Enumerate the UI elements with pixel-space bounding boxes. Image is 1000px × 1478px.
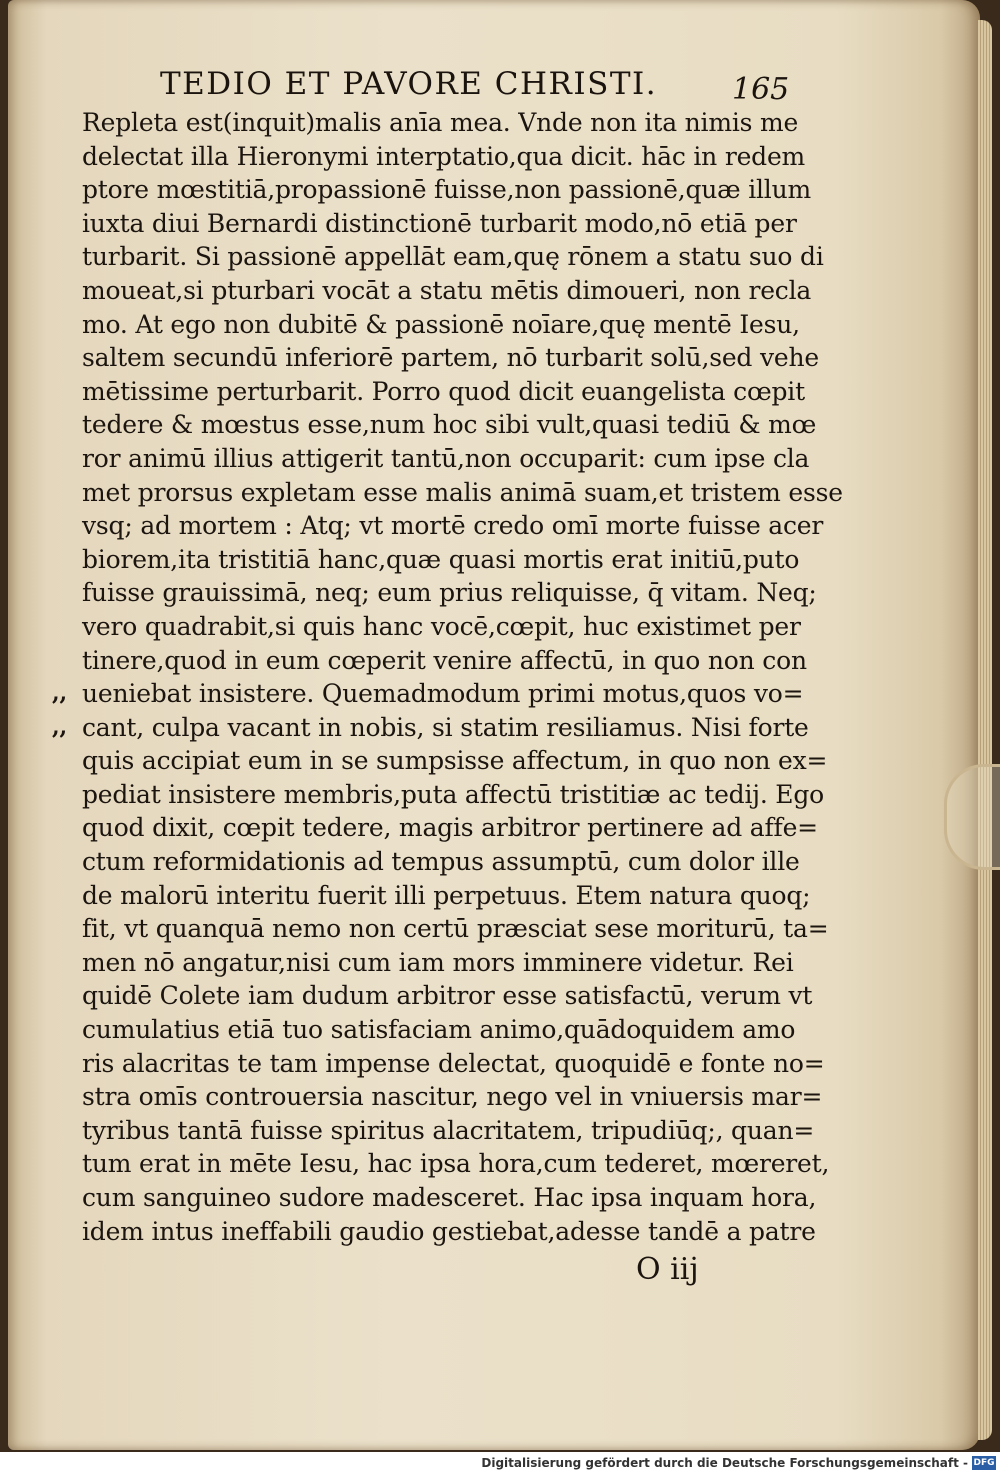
text-line: cumulatius etiā tuo satisfaciam animo,quādoquidem amo: [82, 1015, 796, 1045]
text-line: ptore mœstitiā,propassionē fuisse,non passionē,quæ illum: [82, 175, 811, 205]
text-line: biorem,ita tristitiā hanc,quæ quasi mortis erat initiū,puto: [82, 544, 800, 574]
text-line: vero quadrabit,si quis hanc vocē,cœpit, huc existimet per: [82, 611, 801, 641]
text-line: stra omīs controuersia nascitur, nego vel in vniuersis mar=: [82, 1082, 823, 1112]
footer-bar: [0, 1452, 1000, 1478]
text-line: tum erat in mēte Iesu, hac ipsa hora,cum tederet, mœreret,: [82, 1149, 830, 1179]
page-clip: [944, 764, 1000, 870]
text-line: fit, vt quanquā nemo non certū præsciat sese moriturū, ta=: [82, 914, 829, 944]
page-number: 165: [732, 72, 790, 107]
text-line: delectat illa Hieronymi interptatio,qua dicit. hāc in redem: [82, 141, 806, 171]
text-line-content: ueniebat insistere. Quemadmodum primi motus,quos vo=: [82, 679, 804, 709]
text-line: quod dixit, cœpit tedere, magis arbitror pertinere ad affe=: [82, 813, 818, 843]
text-line: Repleta est(inquit)malis anīa mea. Vnde non ita nimis me: [82, 108, 799, 137]
text-line: iuxta diui Bernardi distinctionē turbarit modo,nō etiā per: [82, 208, 797, 238]
text-line: pediat insistere membris,puta affectū tristitiæ ac tedij. Ego: [82, 779, 825, 809]
text-line: cum sanguineo sudore madesceret. Hac ipsa inquam hora,: [82, 1183, 817, 1212]
text-line-with-marker: [52, 677, 822, 711]
text-line: mētissime perturbarit. Porro quod dicit euangelista cœpit: [82, 376, 805, 406]
text-line: saltem secundū inferiorē partem, nō turbarit solū,sed vehe: [82, 343, 819, 373]
text-line: de malorū interitu fuerit illi perpetuus. Etem natura quoq;: [82, 880, 811, 910]
dfg-logo-icon: DFG: [973, 1458, 995, 1468]
body-text: [52, 106, 843, 1248]
text-line: ror animū illius attigerit tantū,non occuparit: cum ipse cla: [82, 443, 810, 473]
text-line: idem intus ineffabili gaudio gestiebat,adesse tandē a patre: [82, 1216, 816, 1246]
text-line: turbarit. Si passionē appellāt eam,quę rōnem a statu suo di: [82, 242, 824, 272]
running-title: TEDIO ET PAVORE CHRISTI.: [160, 66, 658, 102]
text-line-content: cant, culpa vacant in nobis, si statim resiliamus. Nisi forte: [82, 712, 809, 742]
text-line: mo. At ego non dubitē & passionē noīare,quę mentē Iesu,: [82, 309, 800, 339]
text-line: tedere & mœstus esse,num hoc sibi vult,quasi tediū & mœ: [82, 410, 817, 440]
text-line: quis accipiat eum in se sumpsisse affectum, in quo non ex=: [82, 746, 828, 776]
text-line: ris alacritas te tam impense delectat, quoquidē e fonte no=: [82, 1048, 825, 1078]
funding-credit: Digitalisierung gefördert durch die Deutsche Forschungsgemeinschaft -: [481, 1456, 968, 1470]
margin-marker: ,,: [52, 680, 67, 707]
signature-mark: O iij: [636, 1252, 699, 1287]
margin-marker: ,,: [52, 713, 67, 740]
text-line-with-marker: [52, 711, 822, 745]
text-line: men nō angatur,nisi cum iam mors imminere videtur. Rei: [82, 947, 794, 977]
text-line: fuisse grauissimā, neq; eum prius reliquisse, q̄ vitam. Neq;: [82, 578, 817, 608]
text-line: tinere,quod in eum cœperit venire affectū, in quo non con: [82, 645, 807, 675]
text-line: vsq; ad mortem : Atq; vt mortē credo omī morte fuisse acer: [82, 511, 824, 541]
text-line: quidē Colete iam dudum arbitror esse satisfactū, verum vt: [82, 981, 813, 1011]
text-line: tyribus tantā fuisse spiritus alacritatem, tripudiūq;, quan=: [82, 1115, 815, 1145]
page-header: [160, 66, 790, 110]
text-line: ctum reformidationis ad tempus assumptū, cum dolor ille: [82, 847, 800, 877]
page-edges: [978, 20, 992, 1440]
text-line: moueat,si pturbari vocāt a statu mētis dimoueri, non recla: [82, 275, 812, 305]
text-line: met prorsus expletam esse malis animā suam,et tristem esse: [82, 477, 843, 507]
